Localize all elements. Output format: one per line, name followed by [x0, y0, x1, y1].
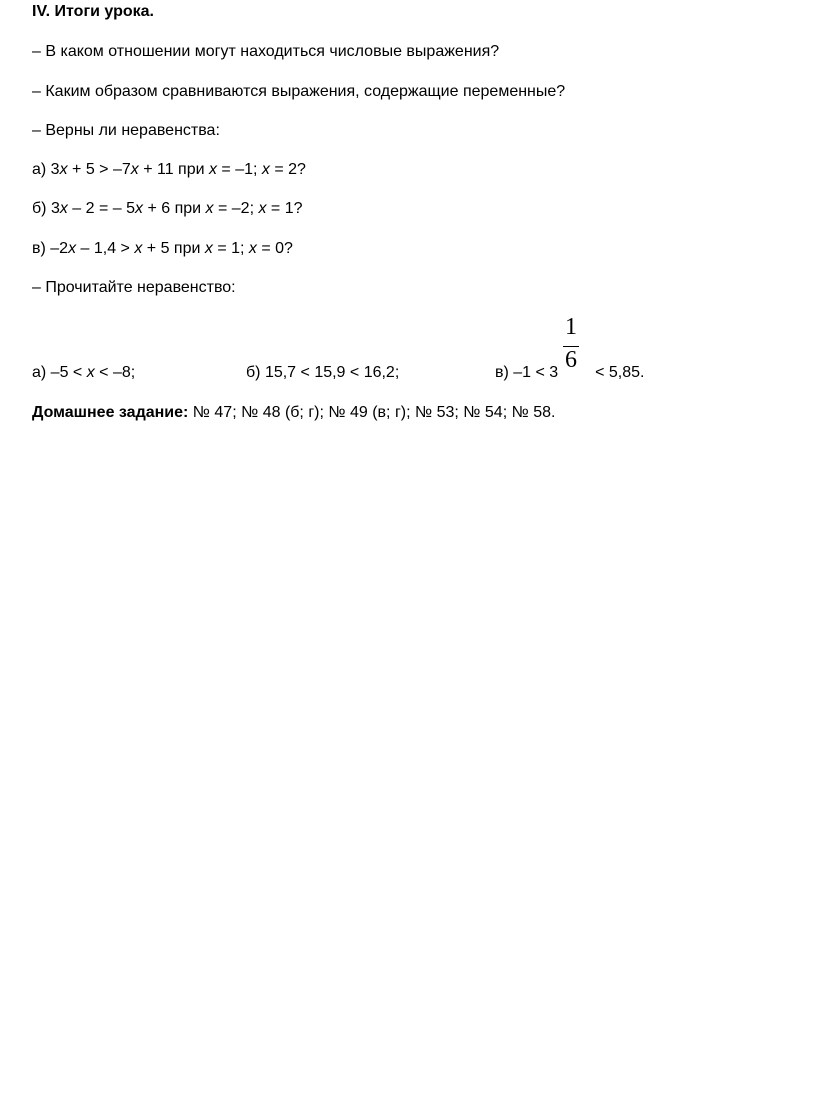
variable-x: x	[86, 364, 95, 381]
ineq-c-part: = 0?	[256, 240, 293, 257]
inequality-a	[32, 160, 306, 180]
variable-x: x	[59, 161, 68, 178]
read-a-part: < –8;	[94, 364, 136, 381]
ineq-b-part: = –2;	[213, 200, 259, 217]
question-3: – Верны ли неравенства:	[32, 122, 220, 139]
variable-x: x	[208, 161, 217, 178]
homework	[32, 403, 555, 423]
variable-x: x	[205, 200, 214, 217]
read-c-part: < 5,85.	[595, 364, 645, 381]
ineq-b-part: б) 3	[32, 200, 60, 217]
read-a-part: а) –5 <	[32, 364, 87, 381]
ineq-b-part: – 2 = – 5	[67, 200, 136, 217]
variable-x: x	[134, 240, 143, 257]
homework-text: № 47; № 48 (б; г); № 49 (в; г); № 53; № 54; № 58.	[188, 404, 556, 421]
ineq-b-part: + 6 при	[143, 200, 206, 217]
ineq-c-part: – 1,4 >	[76, 240, 135, 257]
variable-x: x	[258, 200, 267, 217]
homework-label: Домашнее задание:	[32, 404, 189, 421]
question-4: – Прочитайте неравенство:	[32, 279, 236, 296]
fraction-denominator: 6	[565, 347, 577, 373]
variable-x: x	[261, 161, 270, 178]
section-title: IV. Итоги урока.	[32, 3, 154, 20]
ineq-a-part: = –1;	[216, 161, 262, 178]
ineq-b-part: = 1?	[266, 200, 303, 217]
read-c-part: в) –1 < 3	[495, 364, 559, 381]
ineq-c-part: = 1;	[212, 240, 249, 257]
ineq-a-part: + 11 при	[138, 161, 209, 178]
read-inequality-a	[32, 363, 135, 383]
inequality-b	[32, 199, 303, 219]
variable-x: x	[248, 240, 257, 257]
ineq-a-part: = 2?	[269, 161, 306, 178]
ineq-c-part: в) –2	[32, 240, 69, 257]
ineq-a-part: а) 3	[32, 161, 60, 178]
variable-x: x	[59, 200, 68, 217]
variable-x: x	[68, 240, 77, 257]
question-1: – В каком отношении могут находиться числовые выражения?	[32, 43, 500, 60]
ineq-c-part: + 5 при	[142, 240, 205, 257]
ineq-a-part: + 5 > –7	[67, 161, 131, 178]
variable-x: x	[135, 200, 144, 217]
inequality-c	[32, 239, 293, 259]
variable-x: x	[130, 161, 139, 178]
variable-x: x	[204, 240, 213, 257]
read-inequality-b: б) 15,7 < 15,9 < 16,2;	[246, 364, 400, 381]
question-2: – Каким образом сравниваются выражения, содержащие переменные?	[32, 83, 566, 100]
fraction-numerator: 1	[565, 314, 577, 340]
